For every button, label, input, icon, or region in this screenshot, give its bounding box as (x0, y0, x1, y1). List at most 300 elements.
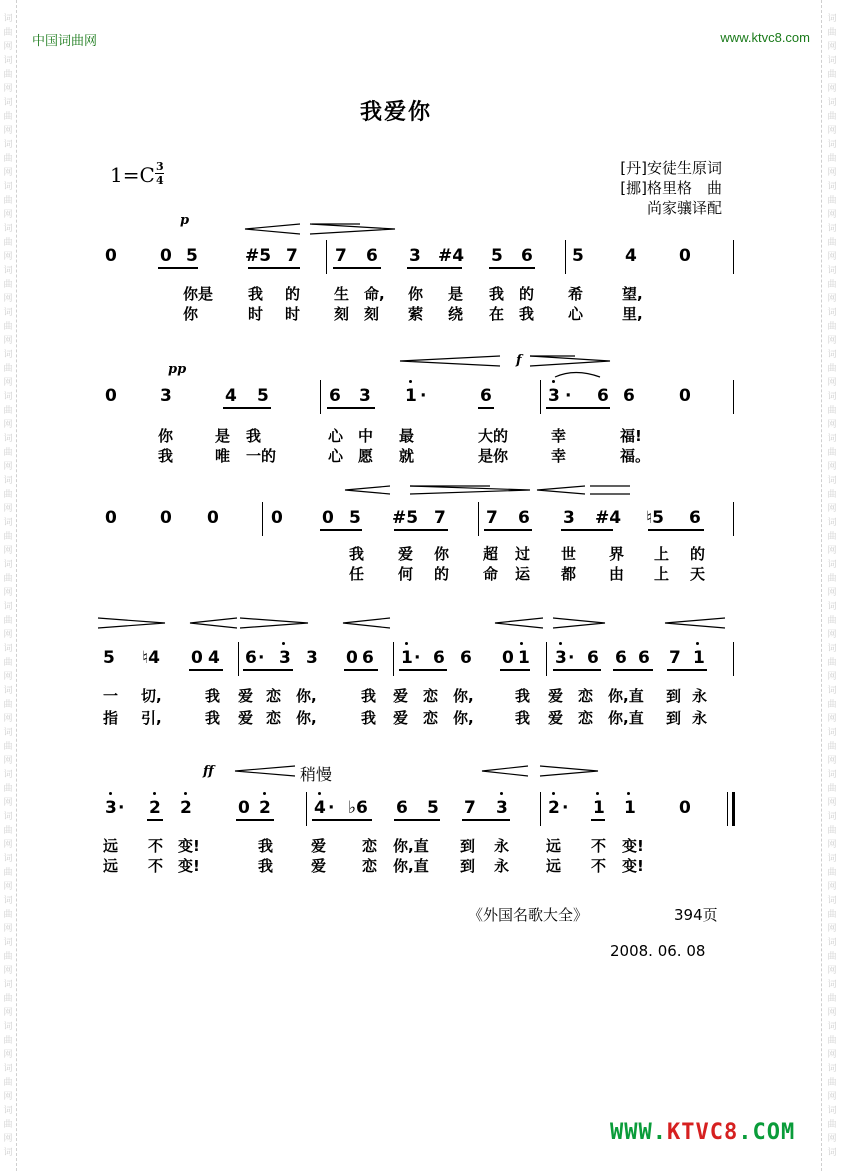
barline (326, 240, 327, 274)
watermark-char: 网 (3, 168, 13, 178)
note: 0 (160, 246, 172, 266)
tempo-mark: 稍慢 (300, 765, 333, 784)
watermark-char: 网 (3, 294, 13, 304)
watermark-char: 词 (3, 266, 13, 276)
lyric: 何 (398, 565, 414, 583)
lyric: 我 (361, 709, 377, 727)
high-dot (153, 792, 156, 795)
note: 0 (322, 508, 334, 528)
note: 5 (103, 648, 115, 668)
watermark-char: 网 (3, 504, 13, 514)
high-dot (552, 792, 555, 795)
watermark-char: 词 (827, 1148, 837, 1158)
watermark-char: 曲 (827, 742, 837, 752)
note: 2 (149, 798, 161, 818)
watermark-char: 词 (3, 938, 13, 948)
note: 4 (314, 798, 326, 818)
lyric: 不 (591, 857, 607, 875)
note: 2 (180, 798, 192, 818)
note: 5 (349, 508, 361, 528)
beam (333, 267, 381, 269)
watermark-char: 网 (3, 840, 13, 850)
lyric: 世 (561, 545, 577, 563)
watermark-char: 网 (827, 1134, 837, 1144)
note: #5 (245, 246, 272, 266)
lyric: 我 (246, 427, 262, 445)
watermark-char: 曲 (3, 1120, 13, 1130)
note: 3 (563, 508, 575, 528)
lyric: 过 (515, 545, 531, 563)
watermark-char: 词 (3, 182, 13, 192)
watermark-char: 网 (3, 1050, 13, 1060)
watermark-char: 网 (827, 1092, 837, 1102)
note: 6 (521, 246, 533, 266)
lyric: 的 (519, 285, 535, 303)
barline (565, 240, 566, 274)
lyric: 变! (622, 857, 644, 875)
lyric: 唯 (215, 447, 231, 465)
watermark-char: 网 (827, 714, 837, 724)
lyric: 你 (183, 305, 199, 323)
watermark-char: 词 (827, 980, 837, 990)
watermark-char: 网 (3, 210, 13, 220)
watermark-char: 网 (827, 504, 837, 514)
lyric: 最 (399, 427, 415, 445)
note: 6 (623, 386, 635, 406)
lyric: 远 (103, 837, 119, 855)
lyric: 爱 (311, 837, 327, 855)
high-dot (500, 792, 503, 795)
note: 3 (496, 798, 508, 818)
watermark-char: 词 (3, 1106, 13, 1116)
lyric: 不 (591, 837, 607, 855)
lyric: 你, (296, 709, 317, 727)
watermark-char: 词 (827, 140, 837, 150)
lyric: 切, (141, 687, 162, 705)
watermark-char: 网 (3, 924, 13, 934)
watermark-char: 网 (827, 168, 837, 178)
note: 0 (160, 508, 172, 528)
watermark-char: 曲 (827, 112, 837, 122)
lyric: 指 (103, 709, 119, 727)
lyric: 上 (654, 565, 670, 583)
watermark-char: 网 (827, 336, 837, 346)
watermark-char: 曲 (827, 994, 837, 1004)
watermark-char: 网 (3, 420, 13, 430)
note: 0 (238, 798, 250, 818)
watermark-char: 网 (827, 1050, 837, 1060)
note: 1 (518, 648, 530, 668)
key-signature: 1=C (110, 163, 155, 187)
credit-composer: [挪]格里格 曲 (620, 179, 722, 197)
dynamic-pp: pp (168, 362, 187, 377)
watermark-char: 网 (827, 462, 837, 472)
lyric: 望, (622, 285, 643, 303)
watermark-char: 网 (827, 840, 837, 850)
watermark-char: 曲 (3, 154, 13, 164)
lyric: 爱 (398, 545, 414, 563)
watermark-char: 网 (827, 756, 837, 766)
lyric: 幸 (551, 427, 567, 445)
watermark-char: 曲 (827, 154, 837, 164)
lyric: 永 (692, 709, 708, 727)
note: 5 (427, 798, 439, 818)
watermark-char: 词 (827, 308, 837, 318)
beam (489, 267, 535, 269)
note: 3 (548, 386, 560, 406)
lyric: 我 (205, 709, 221, 727)
lyric: 超 (483, 545, 499, 563)
watermark-char: 词 (827, 896, 837, 906)
watermark-char: 词 (827, 938, 837, 948)
note: 3 (409, 246, 421, 266)
beam (320, 529, 362, 531)
watermark-char: 网 (827, 42, 837, 52)
note: 6 (480, 386, 492, 406)
lyric: 天 (690, 565, 706, 583)
lyric: 爱 (548, 709, 564, 727)
note-dot: · (118, 798, 125, 818)
lyric: 都 (561, 565, 577, 583)
lyric: 你 (158, 427, 174, 445)
beam (591, 819, 605, 821)
dynamic-ff: ff (203, 764, 214, 779)
watermark-char: 曲 (827, 28, 837, 38)
watermark-char: 网 (3, 378, 13, 388)
lyric: 大的 (478, 427, 509, 445)
watermark-char: 网 (3, 1092, 13, 1102)
note: 3 (555, 648, 567, 668)
note: 3 (279, 648, 291, 668)
note: 6 (396, 798, 408, 818)
watermark-char: 词 (827, 854, 837, 864)
lyric: 我 (258, 857, 274, 875)
watermark-char: 曲 (3, 238, 13, 248)
watermark-char: 词 (827, 812, 837, 822)
note: 0 (679, 246, 691, 266)
date: 2008. 06. 08 (610, 942, 706, 960)
note-dot: · (258, 648, 265, 668)
lyric: 中 (358, 427, 374, 445)
note: 0 (679, 798, 691, 818)
lyric: 幸 (551, 447, 567, 465)
note: 7 (486, 508, 498, 528)
note: 0 (271, 508, 283, 528)
watermark-char: 词 (3, 224, 13, 234)
beam (613, 669, 653, 671)
watermark-char: 词 (3, 14, 13, 24)
note: #4 (595, 508, 622, 528)
watermark-char: 网 (3, 126, 13, 136)
watermark-char: 曲 (827, 826, 837, 836)
lyric: 恋 (266, 709, 282, 727)
lyric: 是 (215, 427, 231, 445)
lyric: 我 (248, 285, 264, 303)
lyric: 到 (666, 709, 682, 727)
note: 7 (286, 246, 298, 266)
lyric: 由 (609, 565, 625, 583)
lyric: 你,直 (608, 687, 644, 705)
lyric: 远 (103, 857, 119, 875)
lyric: 远 (546, 857, 562, 875)
watermark-char: 曲 (3, 616, 13, 626)
note: 4 (225, 386, 237, 406)
note: ♮4 (142, 648, 160, 668)
note: 6 (689, 508, 701, 528)
lyric: 到 (666, 687, 682, 705)
note: 0 (207, 508, 219, 528)
watermark-char: 词 (827, 350, 837, 360)
note: 6 (245, 648, 257, 668)
high-dot (627, 792, 630, 795)
lyric: 恋 (362, 837, 378, 855)
beam (327, 407, 375, 409)
high-dot (520, 642, 523, 645)
watermark-char: 曲 (3, 196, 13, 206)
watermark-char: 曲 (3, 280, 13, 290)
watermark-char: 词 (3, 56, 13, 66)
high-dot (184, 792, 187, 795)
lyric: 你, (453, 687, 474, 705)
watermark-char: 网 (3, 798, 13, 808)
lyric: 恋 (423, 709, 439, 727)
watermark-char: 曲 (3, 952, 13, 962)
note: 1 (624, 798, 636, 818)
final-barline-thin (727, 792, 728, 826)
watermark-char: 曲 (827, 532, 837, 542)
lyric: 界 (609, 545, 625, 563)
note: 1 (405, 386, 417, 406)
lyric: 爱 (238, 687, 254, 705)
watermark-char: 词 (827, 1064, 837, 1074)
watermark-char: 词 (827, 686, 837, 696)
note: 1 (693, 648, 705, 668)
beam (462, 819, 510, 821)
lyric: 远 (546, 837, 562, 855)
lyric: 变! (622, 837, 644, 855)
lyric: 是你 (478, 447, 509, 465)
note: 6 (597, 386, 609, 406)
watermark-char: 曲 (827, 196, 837, 206)
note-dot: · (420, 386, 427, 406)
beam (236, 819, 274, 821)
watermark-char: 曲 (3, 700, 13, 710)
lyric: 一的 (246, 447, 277, 465)
watermark-char: 词 (827, 476, 837, 486)
watermark-char: 网 (827, 84, 837, 94)
note: 2 (548, 798, 560, 818)
lyric: 你,直 (393, 837, 429, 855)
barline (733, 642, 734, 676)
watermark-char: 网 (3, 588, 13, 598)
watermark-char: 曲 (3, 406, 13, 416)
lyric: 命, (364, 285, 385, 303)
watermark-char: 词 (3, 560, 13, 570)
watermark-char: 网 (827, 630, 837, 640)
high-dot (696, 642, 699, 645)
lyric: 爱 (393, 709, 409, 727)
watermark-char: 词 (3, 1022, 13, 1032)
watermark-char: 曲 (827, 658, 837, 668)
watermark-char: 网 (3, 966, 13, 976)
watermark-char: 曲 (827, 1120, 837, 1130)
note: 4 (208, 648, 220, 668)
lyric: 的 (285, 285, 301, 303)
beam (243, 669, 293, 671)
beam (223, 407, 271, 409)
watermark-char: 曲 (827, 952, 837, 962)
note: 0 (105, 508, 117, 528)
watermark-char: 曲 (3, 1078, 13, 1088)
watermark-char: 词 (3, 392, 13, 402)
note-dot: · (565, 386, 572, 406)
high-dot (596, 792, 599, 795)
watermark-char: 曲 (3, 448, 13, 458)
watermark-char: 曲 (827, 448, 837, 458)
watermark-char: 词 (3, 308, 13, 318)
watermark-char: 词 (3, 980, 13, 990)
watermark-char: 词 (3, 518, 13, 528)
barline (320, 380, 321, 414)
barline (546, 642, 547, 676)
beam (667, 669, 707, 671)
lyric: 爱 (311, 857, 327, 875)
watermark-char: 曲 (3, 994, 13, 1004)
watermark-char: 网 (3, 882, 13, 892)
watermark-char: 词 (827, 728, 837, 738)
note: ♮5 (646, 508, 664, 528)
lyric: 愿 (358, 447, 374, 465)
lyric: 永 (494, 857, 510, 875)
beam (407, 267, 462, 269)
watermark-char: 词 (827, 434, 837, 444)
lyric: 福。 (620, 447, 651, 465)
watermark-char: 曲 (3, 868, 13, 878)
note: 0 (346, 648, 358, 668)
lyric: 你是 (183, 285, 214, 303)
watermark-char: 曲 (3, 742, 13, 752)
note-dot: · (414, 648, 421, 668)
note: 0 (105, 246, 117, 266)
watermark-char: 曲 (827, 238, 837, 248)
watermark-char: 词 (3, 896, 13, 906)
note: 6 (460, 648, 472, 668)
lyric: 心 (568, 305, 584, 323)
beam (312, 819, 372, 821)
lyric: 恋 (266, 687, 282, 705)
lyric: 任 (349, 565, 365, 583)
source-book: 《外国名歌大全》 (468, 906, 589, 924)
high-dot (559, 642, 562, 645)
watermark-char: 词 (3, 350, 13, 360)
beam (158, 267, 198, 269)
watermark-char: 词 (3, 812, 13, 822)
lyric: 我 (361, 687, 377, 705)
watermark-char: 曲 (3, 112, 13, 122)
credit-lyricist: [丹]安徒生原词 (620, 159, 722, 177)
lyric: 命 (483, 565, 499, 583)
watermark-char: 曲 (3, 1036, 13, 1046)
beam (546, 407, 610, 409)
lyric: 运 (515, 565, 531, 583)
high-dot (282, 642, 285, 645)
lyric: 我 (519, 305, 535, 323)
watermark-char: 曲 (827, 574, 837, 584)
lyric: 变! (178, 837, 200, 855)
lyric: 萦 (408, 305, 424, 323)
watermark-char: 曲 (827, 1078, 837, 1088)
note: #4 (438, 246, 465, 266)
lyric: 的 (434, 565, 450, 583)
watermark-char: 词 (3, 434, 13, 444)
watermark-char: 词 (827, 644, 837, 654)
lyric: 心 (328, 427, 344, 445)
watermark-char: 词 (827, 98, 837, 108)
barline (393, 642, 394, 676)
watermark-char: 网 (3, 714, 13, 724)
watermark-char: 词 (3, 686, 13, 696)
lyric: 是 (448, 285, 464, 303)
dynamic-f: f (516, 353, 522, 368)
watermark-char: 曲 (827, 910, 837, 920)
note: 3 (160, 386, 172, 406)
lyric: 绕 (448, 305, 464, 323)
watermark-char: 网 (827, 966, 837, 976)
beam (500, 669, 530, 671)
site-logo[interactable] (610, 1120, 795, 1145)
watermark-char: 词 (3, 728, 13, 738)
watermark-char: 网 (3, 756, 13, 766)
lyric: 恋 (362, 857, 378, 875)
lyric: 引, (141, 709, 162, 727)
lyric: 上 (654, 545, 670, 563)
barline (733, 240, 734, 274)
watermark-char: 词 (827, 266, 837, 276)
watermark-char: 词 (827, 182, 837, 192)
lyric: 恋 (578, 709, 594, 727)
lyric: 时 (248, 305, 264, 323)
watermark-char: 曲 (827, 70, 837, 80)
note: 5 (491, 246, 503, 266)
logo-suffix: .COM (738, 1120, 796, 1145)
lyric: 心 (328, 447, 344, 465)
watermark-char: 词 (827, 224, 837, 234)
watermark-char: 词 (827, 1106, 837, 1116)
watermark-char: 词 (827, 56, 837, 66)
watermark-char: 网 (827, 252, 837, 262)
lyric: 不 (148, 857, 164, 875)
watermark-char: 曲 (827, 406, 837, 416)
beam (478, 407, 494, 409)
lyric: 里, (622, 305, 643, 323)
note: 0 (105, 386, 117, 406)
lyric: 你 (408, 285, 424, 303)
high-dot (263, 792, 266, 795)
watermark-char: 网 (3, 462, 13, 472)
watermark-char: 曲 (827, 784, 837, 794)
watermark-char: 曲 (827, 1036, 837, 1046)
lyric: 我 (515, 687, 531, 705)
watermark-char: 曲 (3, 364, 13, 374)
note: 3 (306, 648, 318, 668)
beam (189, 669, 223, 671)
watermark-char: 词 (3, 98, 13, 108)
watermark-char: 网 (827, 546, 837, 556)
watermark-char: 曲 (827, 322, 837, 332)
note-dot: · (568, 648, 575, 668)
lyric: 希 (568, 285, 584, 303)
watermark-char: 词 (3, 644, 13, 654)
